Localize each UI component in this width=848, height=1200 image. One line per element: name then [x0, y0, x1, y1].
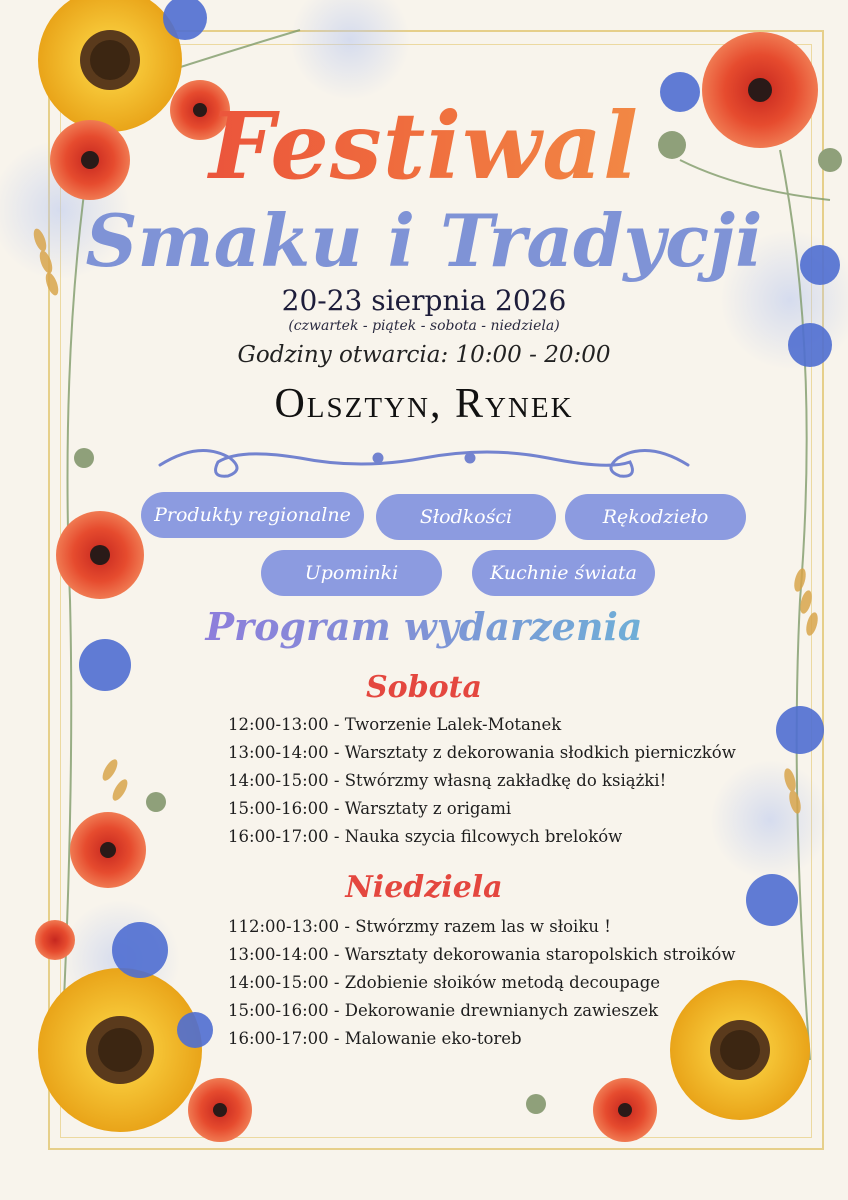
category-pill-sweets: Słodkości	[376, 494, 556, 540]
schedule-list-sunday	[228, 913, 788, 1053]
opening-hours: Godziny otwarcia: 10:00 - 20:00	[237, 342, 611, 368]
schedule-item: 16:00-17:00 - Malowanie eko-toreb	[228, 1029, 522, 1048]
festival-title: Festiwal	[0, 92, 848, 200]
category-pill-regional-products: Produkty regionalne	[141, 492, 364, 538]
schedule-item: 112:00-13:00 - Stwórzmy razem las w słoiku !	[228, 917, 611, 936]
schedule-list-saturday	[228, 711, 788, 851]
schedule-item: 12:00-13:00 - Tworzenie Lalek-Motanek	[228, 715, 562, 734]
schedule-item: 16:00-17:00 - Nauka szycia filcowych breloków	[228, 827, 623, 846]
schedule-item: 13:00-14:00 - Warsztaty dekorowania staropolskich stroików	[228, 945, 736, 964]
schedule-item: 15:00-16:00 - Dekorowanie drewnianych zawieszek	[228, 1001, 659, 1020]
day-title-saturday: Sobota	[366, 670, 482, 705]
category-pill-world-cuisines: Kuchnie świata	[472, 550, 655, 596]
program-heading: Program wydarzenia	[0, 604, 848, 649]
category-pill-handicraft: Rękodzieło	[565, 494, 746, 540]
event-weekdays: (czwartek - piątek - sobota - niedziela)	[288, 318, 560, 334]
schedule-item: 14:00-15:00 - Zdobienie słoików metodą decoupage	[228, 973, 661, 992]
schedule-item: 13:00-14:00 - Warsztaty z dekorowania słodkich pierniczków	[228, 743, 736, 762]
event-location: Olsztyn, Rynek	[274, 381, 574, 427]
event-dates: 20-23 sierpnia 2026	[281, 284, 567, 317]
day-title-sunday: Niedziela	[345, 870, 503, 905]
schedule-item: 14:00-15:00 - Stwórzmy własną zakładkę do książki!	[228, 771, 667, 790]
category-pill-souvenirs: Upominki	[261, 550, 442, 596]
schedule-item: 15:00-16:00 - Warsztaty z origami	[228, 799, 512, 818]
festival-subtitle: Smaku i Tradycji	[85, 198, 763, 283]
